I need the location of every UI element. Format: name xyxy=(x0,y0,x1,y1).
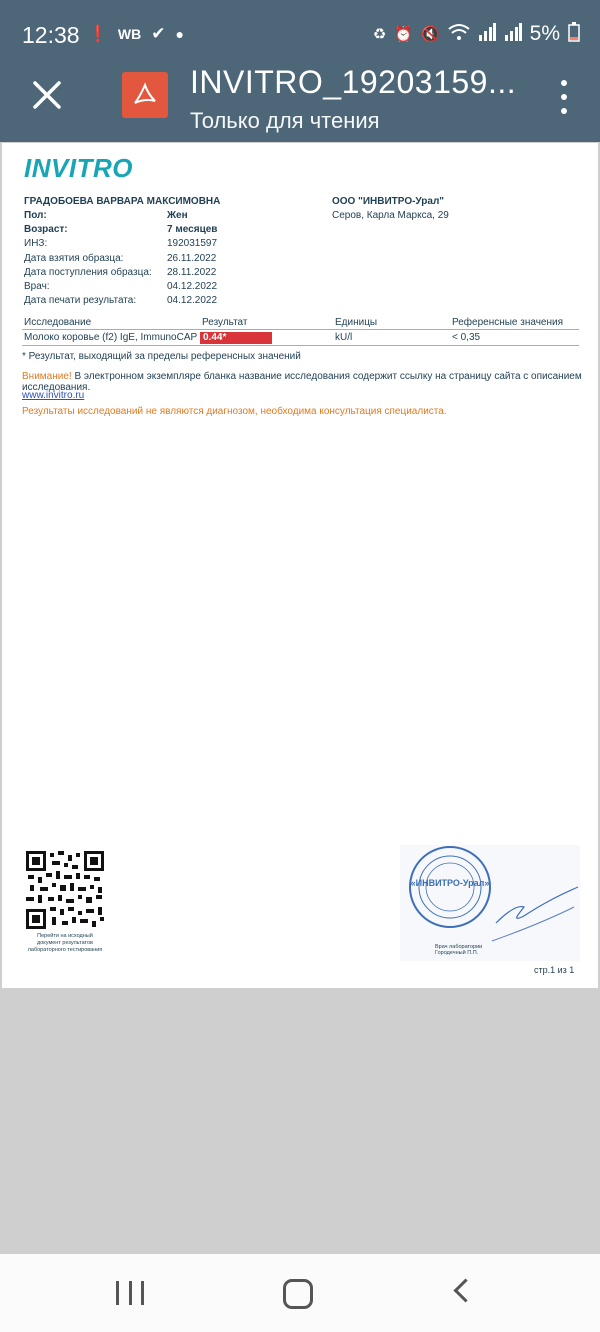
home-button[interactable] xyxy=(283,1279,313,1309)
doctor-caption xyxy=(435,944,482,956)
recent-apps-icon xyxy=(116,1281,119,1305)
attention-note xyxy=(22,371,582,393)
more-options-button[interactable] xyxy=(558,80,570,114)
mute-icon: 🔇 xyxy=(420,26,440,43)
status-bar xyxy=(0,0,600,50)
alarm-icon: ⏰ xyxy=(394,26,413,43)
field-value: 04.12.2022 xyxy=(167,295,218,306)
patient-name: ГРАДОБОЕВА ВАРВАРА МАКСИМОВНА xyxy=(24,196,221,207)
org-name: ООО "ИНВИТРО-Урал" xyxy=(332,196,445,207)
field-label: Дата взятия образца: xyxy=(24,253,124,264)
signal-icon-2 xyxy=(504,23,522,45)
field-label: Дата поступления образца: xyxy=(24,267,152,278)
field-value: 7 месяцев xyxy=(167,224,218,235)
table-header-result: Результат xyxy=(202,317,248,328)
field-value: 26.11.2022 xyxy=(167,253,217,264)
table-header-test: Исследование xyxy=(24,317,92,328)
battery-icon xyxy=(568,22,580,46)
result-value-high: 0.44* xyxy=(200,332,272,344)
result-reference: < 0,35 xyxy=(452,332,481,343)
status-left-icons xyxy=(88,24,184,44)
field-label: ИНЗ: xyxy=(24,238,48,249)
document-page[interactable] xyxy=(2,143,598,988)
wb-icon: WB xyxy=(117,26,142,42)
battery-saver-icon: ♻ xyxy=(372,26,387,43)
system-navigation-bar xyxy=(0,1254,600,1332)
dot-icon: ● xyxy=(175,26,184,42)
stamp-text: «ИНВИТРО-Урал» xyxy=(410,878,490,888)
app-bar xyxy=(0,50,600,142)
qr-caption xyxy=(24,933,106,954)
qr-caption-line: документ результатов xyxy=(37,940,93,946)
attention-label: Внимание! xyxy=(22,371,72,382)
attention-text: В электронном экземпляре бланка название исследования содержит ссылку на страницу сайта с описанием исследования. xyxy=(22,371,582,393)
table-divider xyxy=(22,345,579,346)
table-header-reference: Референсные значения xyxy=(452,317,564,328)
invitro-logo: INVITRO xyxy=(24,153,133,183)
qr-caption-line: лабораторного тестирования xyxy=(27,947,103,953)
doctor-caption-line: Городечный П.П. xyxy=(435,950,479,956)
field-label: Пол: xyxy=(24,210,47,221)
qr-code[interactable] xyxy=(26,851,104,929)
field-label: Дата печати результата: xyxy=(24,295,137,306)
recent-apps-button[interactable] xyxy=(116,1281,144,1305)
status-right-icons xyxy=(373,22,580,46)
recent-apps-icon xyxy=(141,1281,144,1305)
field-label: Врач: xyxy=(24,281,50,292)
invitro-link[interactable]: www.invitro.ru xyxy=(22,390,85,401)
battery-percent: 5% xyxy=(529,22,560,45)
recent-apps-icon xyxy=(129,1281,132,1305)
disclaimer: Результаты исследований не являются диагнозом, необходима консультация специалиста. xyxy=(22,406,447,417)
field-value: 28.11.2022 xyxy=(167,267,217,278)
footnote: * Результат, выходящий за пределы референсных значений xyxy=(22,351,301,362)
check-icon: ✔ xyxy=(151,24,166,43)
org-address: Серов, Карла Маркса, 29 xyxy=(332,210,449,221)
page-number: стр.1 из 1 xyxy=(534,965,575,975)
field-value: Жен xyxy=(167,210,188,221)
close-button[interactable] xyxy=(30,78,64,112)
result-units: kU/l xyxy=(335,332,353,343)
dot-icon xyxy=(561,94,567,100)
alert-icon: ❗ xyxy=(88,26,108,43)
field-value: 04.12.2022 xyxy=(167,281,218,292)
document-title: INVITRO_19203159... xyxy=(190,64,517,100)
close-icon xyxy=(30,78,64,112)
status-time: 12:38 xyxy=(22,22,80,48)
table-divider xyxy=(22,329,579,330)
dot-icon xyxy=(561,108,567,114)
dot-icon xyxy=(561,80,567,86)
pdf-file-icon xyxy=(122,72,168,118)
read-only-label: Только для чтения xyxy=(190,108,380,133)
wifi-icon xyxy=(448,23,470,45)
doctor-caption-line: Врач лаборатории xyxy=(435,944,483,950)
qr-caption-line: Перейти на исходный xyxy=(37,933,93,939)
signal-icon xyxy=(478,23,496,45)
field-label: Возраст: xyxy=(24,224,68,235)
field-value: 192031597 xyxy=(167,238,218,249)
table-header-units: Единицы xyxy=(335,317,378,328)
lab-stamp-signature xyxy=(400,845,580,961)
test-name-link[interactable]: Молоко коровье (f2) IgE, ImmunoCAP xyxy=(24,332,198,343)
back-button[interactable] xyxy=(453,1278,477,1302)
